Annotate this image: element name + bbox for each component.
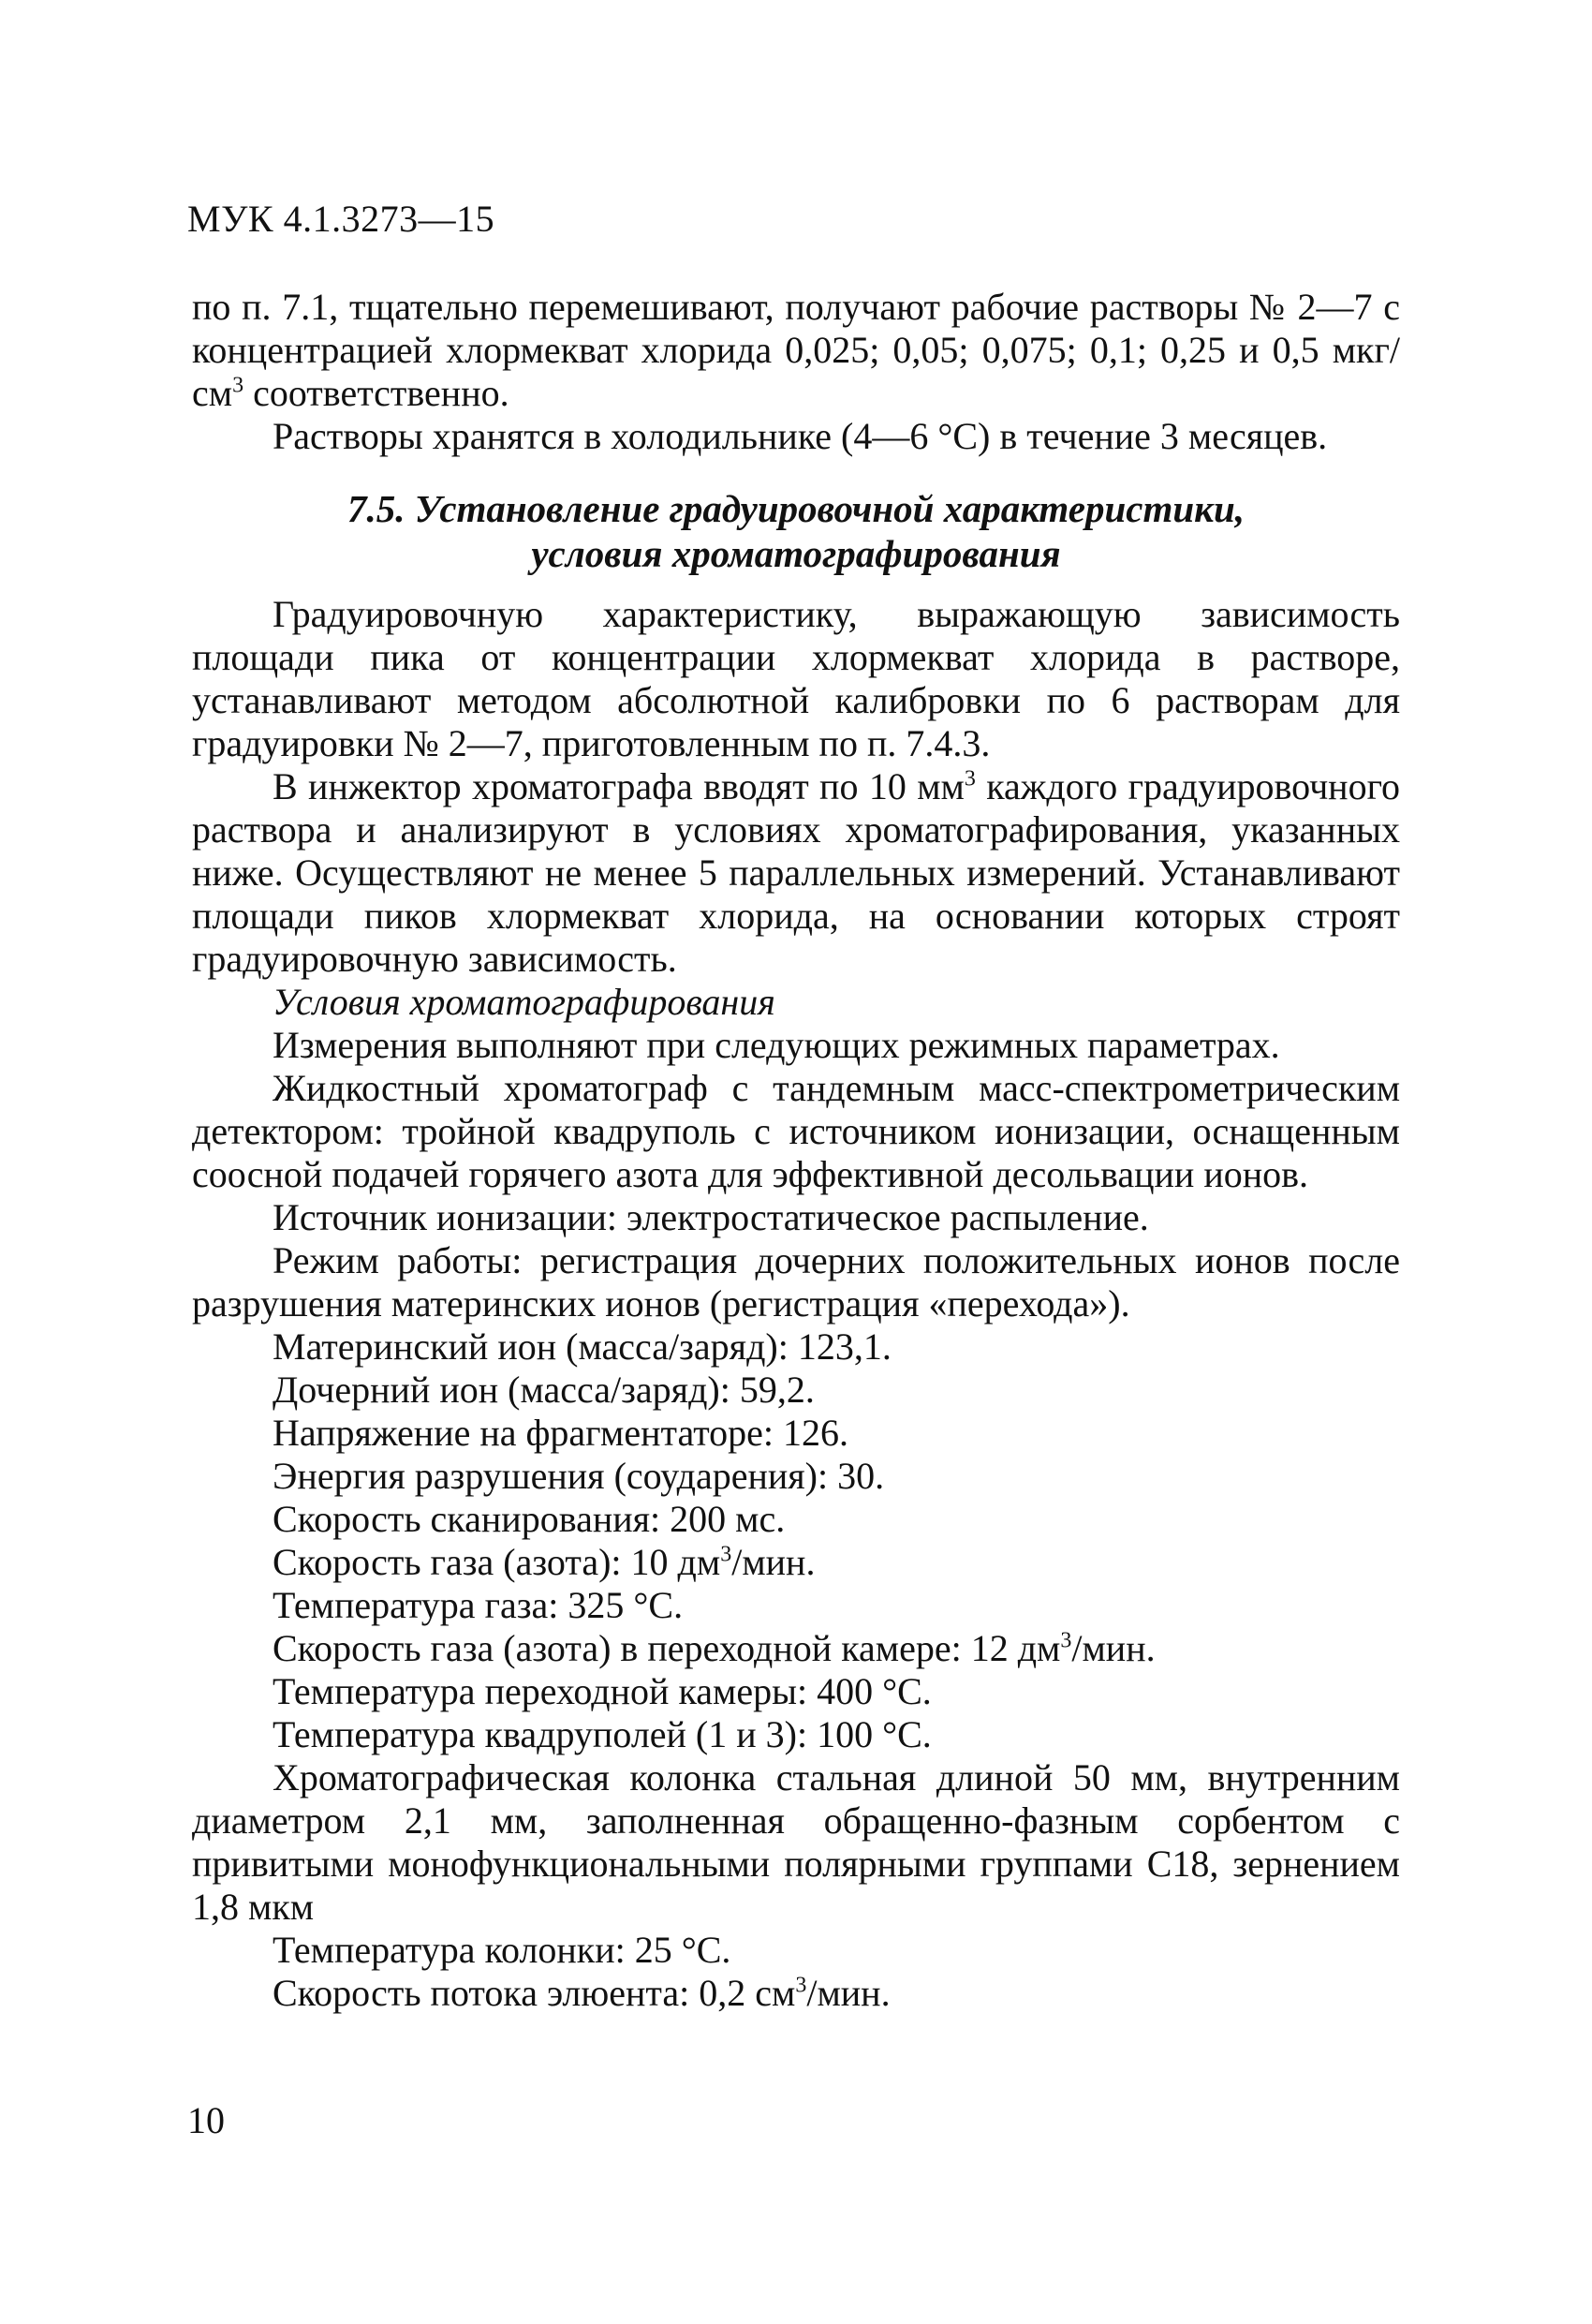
param-fragmentor: Напряжение на фрагментаторе: 126. (273, 1412, 849, 1454)
chamber-gas-text: Скорость газа (азота) в переходной камере: 12 дм (273, 1627, 1061, 1669)
mode-paragraph: Режим работы: регистрация дочерних положительных ионов после разрушения материнских ионов (регистрация «перехода»). (192, 1239, 1400, 1325)
intro-text: по п. 7.1, тщательно перемешивают, получают рабочие растворы № 2—7 с концентрацией хлормекват хлорида 0,025; 0,05; 0,075; 0,1; 0,25 и 0,5 мкг/см (192, 286, 1400, 414)
eluent-unit: /мин. (806, 1972, 891, 2014)
param-collision: Энергия разрушения (соударения): 30. (273, 1455, 885, 1497)
injection-superscript: 3 (964, 766, 976, 792)
conditions-subheading: Условия хроматографирования (273, 981, 775, 1023)
conditions-intro: Измерения выполняют при следующих режимных параметрах. (273, 1024, 1280, 1066)
intro-superscript: 3 (232, 373, 244, 398)
gas-speed-text: Скорость газа (азота): 10 дм (273, 1541, 721, 1583)
param-gas-speed (192, 1541, 1400, 1584)
gas-speed-superscript: 3 (720, 1542, 732, 1567)
injection-text-end: каждого градуировочного раствора и анализируют в условиях хроматографирования, указанных ниже. Осуществляют не менее 5 параллельных измерений. Устанавливают площади пиков хлормекват хлорида, на основании которых строят градуировочную зависимость. (192, 765, 1400, 980)
eluent-superscript: 3 (795, 1973, 807, 1998)
document-body (192, 286, 1400, 2015)
column-temp-line: Температура колонки: 25 °С. (273, 1929, 731, 1971)
param-parent-ion: Материнский ион (масса/заряд): 123,1. (273, 1325, 892, 1368)
param-scan-speed: Скорость сканирования: 200 мс. (273, 1498, 786, 1540)
page-number: 10 (187, 2099, 225, 2141)
storage-paragraph: Растворы хранятся в холодильнике (4—6 °С) в течение 3 месяцев. (273, 415, 1328, 457)
param-chamber-temp: Температура переходной камеры: 400 °С. (273, 1670, 932, 1712)
section-heading-line2: условия хроматографирования (531, 532, 1061, 575)
gas-speed-unit: /мин. (731, 1541, 816, 1583)
document-header: МУК 4.1.3273—15 (187, 198, 495, 240)
eluent-text: Скорость потока элюента: 0,2 см (273, 1972, 796, 2014)
injection-text: В инжектор хроматографа вводят по 10 мм (273, 765, 965, 807)
ion-source-line: Источник ионизации: электростатическое распыление. (273, 1196, 1149, 1238)
param-chamber-gas (192, 1627, 1400, 1670)
chamber-gas-superscript: 3 (1060, 1628, 1072, 1653)
chamber-gas-unit: /мин. (1071, 1627, 1156, 1669)
injection-paragraph (192, 765, 1400, 981)
param-daughter-ion: Дочерний ион (масса/заряд): 59,2. (273, 1369, 815, 1411)
eluent-line (192, 1972, 1400, 2015)
param-gas-temp: Температура газа: 325 °С. (273, 1584, 684, 1626)
param-quad-temp: Температура квадруполей (1 и 3): 100 °С. (273, 1713, 932, 1755)
intro-paragraph (192, 286, 1400, 415)
detector-paragraph: Жидкостный хроматограф с тандемным масс-спектрометрическим детектором: тройной квадруполь с источником ионизации, оснащенным соосной подачей горячего азота для эффективной десольвации ионов. (192, 1067, 1400, 1195)
calibration-paragraph: Градуировочную характеристику, выражающую зависимость площади пика от концентрации хлормекват хлорида в растворе, устанавливают методом абсолютной калибровки по 6 растворам для градуировки № 2—7, приготовленным по п. 7.4.3. (192, 593, 1400, 764)
intro-text-end: соответственно. (243, 372, 509, 414)
column-paragraph: Хроматографическая колонка стальная длиной 50 мм, внутренним диаметром 2,1 мм, заполненная обращенно-фазным сорбентом с привитыми монофункциональными полярными группами С18, зернением 1,8 мкм (192, 1756, 1400, 1928)
section-heading (192, 486, 1400, 576)
section-heading-line1: 7.5. Установление градуировочной характеристики, (346, 487, 1246, 530)
